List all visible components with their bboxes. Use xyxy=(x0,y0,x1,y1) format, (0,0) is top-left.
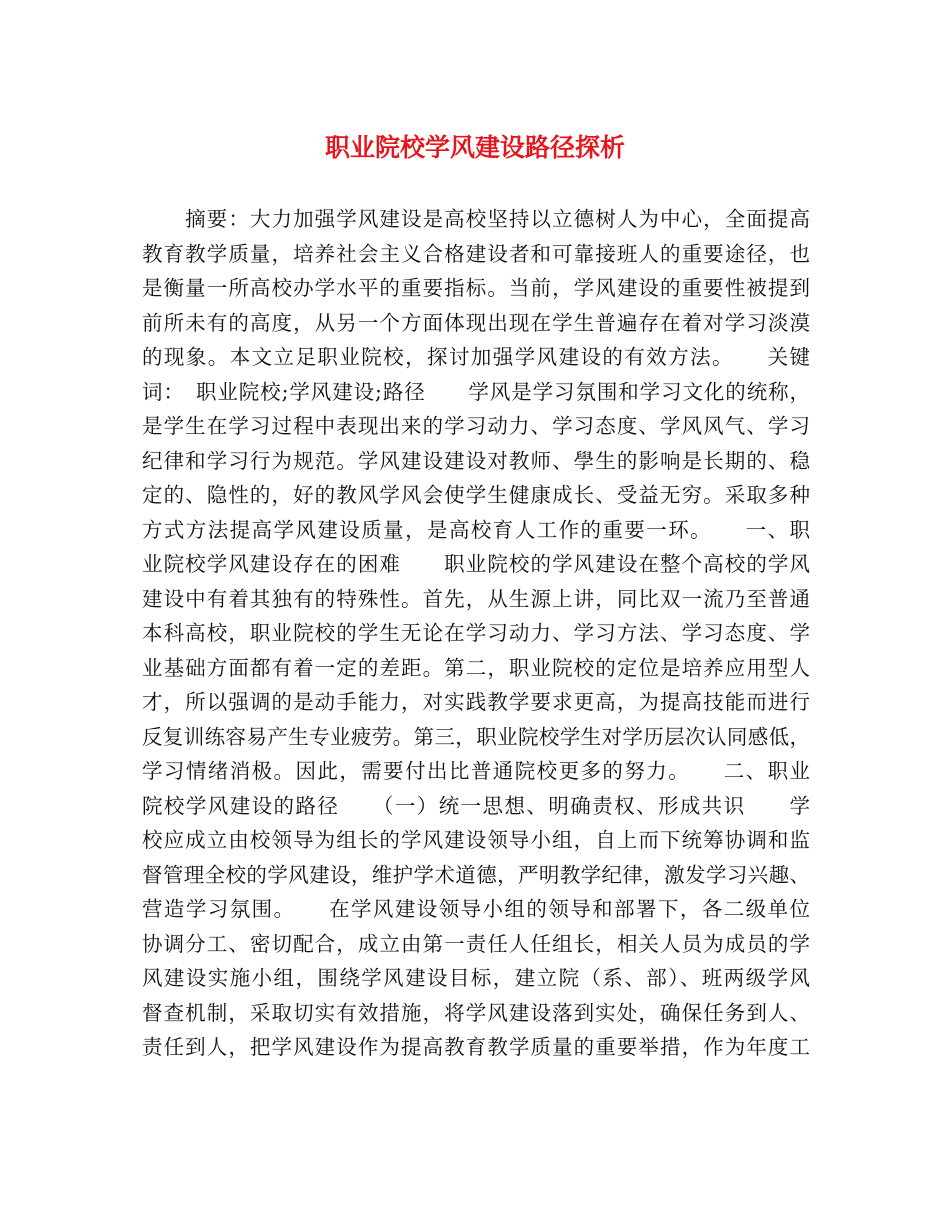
text-line: 教育教学质量，培养社会主义合格建设者和可靠接班人的重要途径，也 xyxy=(142,241,810,266)
text-line: 业基础方面都有着一定的差距。第二，职业院校的定位是培养应用型人 xyxy=(142,655,810,680)
text-line: 学习情绪消极。因此，需要付出比普通院校更多的努力。 二、职业 xyxy=(142,759,810,783)
text-line: 业院校学风建设存在的困难 职业院校的学风建设在整个高校的学风 xyxy=(142,552,810,576)
text-line: 建设中有着其独有的特殊性。首先，从生源上讲，同比双一流乃至普通 xyxy=(142,586,810,611)
text-line: 营造学习氛围。 在学风建设领导小组的领导和部署下，各二级单位 xyxy=(142,897,810,921)
text-line: 纪律和学习行为规范。学风建设建设对教师、學生的影响是长期的、稳 xyxy=(142,448,810,473)
text-line: 是学生在学习过程中表现出来的学习动力、学习态度、学风风气、学习 xyxy=(142,414,810,438)
text-line: 是衡量一所高校办学水平的重要指标。当前，学风建设的重要性被提到 xyxy=(142,276,810,300)
text-line: 校应成立由校领导为组长的学风建设领导小组，自上而下统筹协调和监 xyxy=(142,828,810,852)
text-line: 督管理全校的学风建设，维护学术道德，严明教学纪律，激发学习兴趣、 xyxy=(142,862,810,887)
text-line: 词： 职业院校;学风建设;路径 学风是学习氛围和学习文化的统称， xyxy=(142,379,810,404)
text-line: 责任到人，把学风建设作为提高教育教学质量的重要举措，作为年度工 xyxy=(142,1035,810,1059)
text-line: 方式方法提高学风建设质量，是高校育人工作的重要一环。 一、职 xyxy=(142,517,810,542)
text-line: 的现象。本文立足职业院校，探讨加强学风建设的有效方法。 关键 xyxy=(142,345,810,369)
text-line: 摘要：大力加强学风建设是高校坚持以立德树人为中心，全面提高 xyxy=(142,207,810,231)
text-line: 定的、隐性的，好的教风学风会使学生健康成长、受益无穷。采取多种 xyxy=(142,483,810,507)
text-line: 院校学风建设的路径 （一）统一思想、明确责权、形成共识 学 xyxy=(142,793,810,818)
text-line: 本科高校，职业院校的学生无论在学习动力、学习方法、学习态度、学 xyxy=(142,621,810,645)
text-line: 前所未有的高度，从另一个方面体现出现在学生普遍存在着对学习淡漠 xyxy=(142,310,810,335)
page-title: 职业院校学风建设路径探析 xyxy=(324,133,625,162)
text-line: 督查机制，采取切实有效措施，将学风建设落到实处，确保任务到人、 xyxy=(142,1000,810,1025)
text-line: 风建设实施小组，围绕学风建设目标，建立院（系、部）、班两级学风 xyxy=(142,966,810,990)
text-line: 才，所以强调的是动手能力，对实践教学要求更高，为提高技能而进行 xyxy=(142,690,810,714)
text-line: 反复训练容易产生专业疲劳。第三，职业院校学生对学历层次认同感低， xyxy=(142,724,810,749)
text-line: 协调分工、密切配合，成立由第一责任人任组长，相关人员为成员的学 xyxy=(142,931,810,956)
